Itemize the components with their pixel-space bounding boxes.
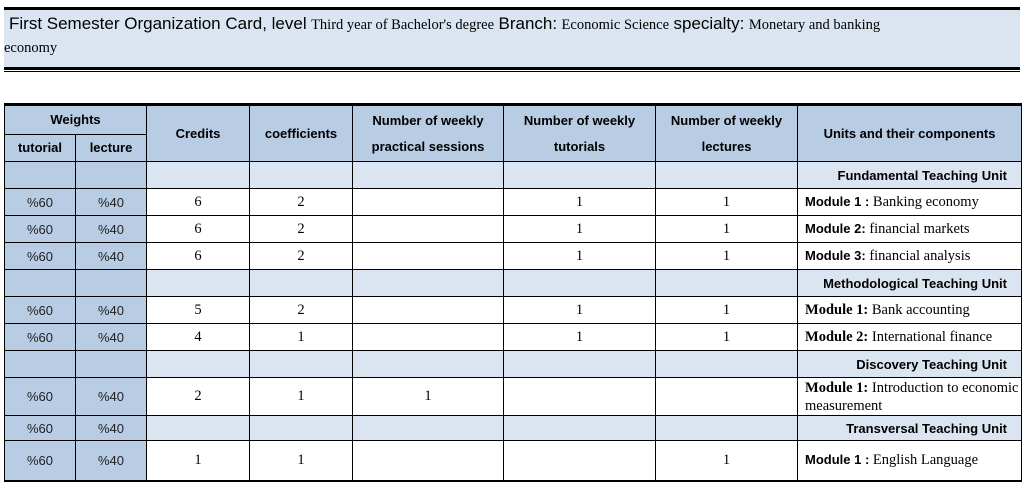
module-cell [798,441,1022,481]
lecture-weight-cell: %40 [76,378,147,416]
tutorial-weight-cell: %60 [5,216,76,243]
tutorial-weight-cell: %60 [5,324,76,351]
module-label: Module 1 : [805,194,870,209]
lectures-cell: 1 [656,189,798,216]
tutorial-weight-cell: %60 [5,416,76,441]
module-row [5,216,1022,243]
module-row [5,243,1022,270]
module-name: Introduction to economic measurement [805,379,1019,414]
empty-cell [147,416,250,441]
lecture-weight-cell [76,270,147,297]
module-name: financial markets [869,221,970,237]
practical-cell: 1 [353,378,504,416]
title-label: First Semester Organization Card, level [9,14,307,33]
credits-cell: 6 [147,216,250,243]
credits-cell: 5 [147,297,250,324]
lecture-weight-cell: %40 [76,189,147,216]
unit-row [5,351,1022,378]
module-label: Module 3: [805,248,866,263]
empty-cell [504,270,656,297]
practical-cell [353,441,504,481]
empty-cell [504,416,656,441]
tutorials-cell: 1 [504,216,656,243]
module-cell [798,324,1022,351]
page-title [4,12,1009,59]
unit-name: Methodological Teaching Unit [798,270,1022,297]
module-label: Module 2: [805,329,869,345]
lecture-weight-header: lecture [76,135,147,162]
unit-name: Discovery Teaching Unit [798,351,1022,378]
level-value: Third year of Bachelor's degree [311,17,495,33]
empty-cell [353,351,504,378]
unit-name: Transversal Teaching Unit [798,416,1022,441]
tutorial-weight-cell: %60 [5,441,76,481]
module-row [5,378,1022,416]
practical-cell [353,189,504,216]
module-name: Bank accounting [871,302,970,318]
branch-label: Branch: [498,14,558,33]
lecture-weight-cell: %40 [76,441,147,481]
credits-cell: 6 [147,189,250,216]
module-row [5,441,1022,481]
specialty-value: Monetary and banking [748,17,881,33]
lectures-cell: 1 [656,324,798,351]
module-row [5,324,1022,351]
coefficient-cell: 2 [250,297,353,324]
practical-header [353,105,504,162]
module-cell [798,297,1022,324]
empty-cell [250,270,353,297]
practical-cell [353,324,504,351]
table-body [5,162,1022,481]
module-cell [798,216,1022,243]
module-row [5,189,1022,216]
lectures-header [656,105,798,162]
unit-row [5,270,1022,297]
unit-name: Fundamental Teaching Unit [798,162,1022,189]
tutorial-weight-cell [5,162,76,189]
module-name: International finance [871,329,993,345]
module-cell [798,378,1022,416]
empty-cell [656,270,798,297]
tutorials-header-line2: tutorials [553,138,606,154]
tutorial-weight-cell [5,270,76,297]
credits-cell: 2 [147,378,250,416]
coefficient-cell: 2 [250,189,353,216]
lecture-weight-cell: %40 [76,297,147,324]
credits-cell: 4 [147,324,250,351]
module-name: financial analysis [869,248,971,264]
module-name: English Language [872,452,979,469]
branch-value: Economic Science [561,17,670,33]
module-name: Banking economy [872,194,979,210]
lecture-weight-cell [76,162,147,189]
module-label: Module 1: [805,379,869,396]
coefficient-cell: 2 [250,243,353,270]
empty-cell [656,162,798,189]
organization-table [4,103,1022,482]
lecture-weight-cell: %40 [76,324,147,351]
module-label: Module 1: [805,302,869,318]
empty-cell [353,162,504,189]
tutorial-weight-cell: %60 [5,297,76,324]
practical-cell [353,216,504,243]
practical-header-line1: Number of weekly [372,112,484,128]
module-cell [798,243,1022,270]
specialty-label: specialty: [673,14,745,33]
tutorial-weight-cell: %60 [5,189,76,216]
units-header: Units and their components [798,105,1022,162]
weights-header: Weights [5,105,147,135]
coefficients-header: coefficients [250,105,353,162]
empty-cell [504,162,656,189]
tutorials-cell: 1 [504,297,656,324]
coefficient-cell: 1 [250,324,353,351]
empty-cell [353,270,504,297]
lectures-cell [656,378,798,416]
lectures-header-line2: lectures [701,138,752,154]
tutorials-header-line1: Number of weekly [523,112,636,128]
empty-cell [656,351,798,378]
tutorials-cell [504,378,656,416]
module-cell [798,189,1022,216]
module-label: Module 1 : [805,452,870,468]
practical-cell [353,297,504,324]
lecture-weight-cell: %40 [76,416,147,441]
lectures-cell: 1 [656,216,798,243]
empty-cell [656,416,798,441]
coefficient-cell: 1 [250,378,353,416]
lecture-weight-cell: %40 [76,243,147,270]
tutorial-weight-header: tutorial [5,135,76,162]
tutorials-cell [504,441,656,481]
practical-header-line2: practical sessions [371,138,485,154]
tutorial-weight-cell [5,351,76,378]
empty-cell [147,270,250,297]
empty-cell [147,351,250,378]
practical-cell [353,243,504,270]
lectures-cell: 1 [656,297,798,324]
empty-cell [504,351,656,378]
unit-row [5,416,1022,441]
empty-cell [250,162,353,189]
lecture-weight-cell: %40 [76,216,147,243]
tutorials-cell: 1 [504,189,656,216]
credits-cell: 1 [147,441,250,481]
tutorial-weight-cell: %60 [5,243,76,270]
credits-header: Credits [147,105,250,162]
tutorials-cell: 1 [504,324,656,351]
lecture-weight-cell [76,351,147,378]
empty-cell [147,162,250,189]
module-row [5,297,1022,324]
specialty-value-continued: economy [4,40,58,56]
unit-row [5,162,1022,189]
lectures-cell: 1 [656,243,798,270]
tutorial-weight-cell: %60 [5,378,76,416]
empty-cell [250,351,353,378]
lectures-header-line1: Number of weekly [670,112,783,128]
coefficient-cell: 2 [250,216,353,243]
empty-cell [353,416,504,441]
tutorials-header [504,105,656,162]
lectures-cell: 1 [656,441,798,481]
credits-cell: 6 [147,243,250,270]
module-label: Module 2: [805,221,866,236]
coefficient-cell: 1 [250,441,353,481]
empty-cell [250,416,353,441]
header-divider [4,71,1020,72]
tutorials-cell: 1 [504,243,656,270]
